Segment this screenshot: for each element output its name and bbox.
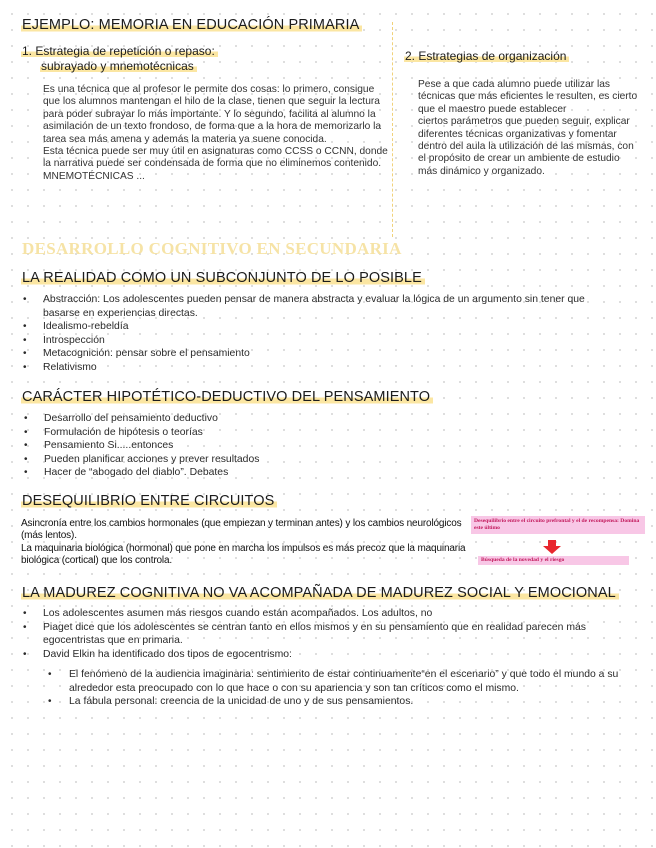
list-item: • Introspección	[22, 334, 620, 348]
list-item: • La fábula personal: creencia de la unicidad de uno y de sus pensamientos.	[47, 695, 625, 709]
hipotetico-title: CARÁCTER HIPOTÉTICO-DEDUCTIVO DEL PENSAMIENTO	[21, 389, 433, 405]
list-item: • Desarrollo del pensamiento deductivo	[23, 412, 583, 426]
list-item: • Abstracción: Los adolescentes pueden pensar de manera abstracta y evaluar la lógica de un argumento sin tener que basarse en experiencias directas.	[22, 293, 620, 320]
list-item: • Hacer de “abogado del diablo”. Debates	[23, 466, 583, 480]
list-item: • El fenómeno de la audiencia imaginaria: sentimiento de estar continuamente“en el escenario” y que todo el mundo a su alrededor esta preocupado con lo que hace o con su apariencia y son tan críticos como el mismo.	[47, 668, 625, 695]
list-item: • Pensamiento Si.....entonces	[23, 439, 583, 453]
hipotetico-list	[23, 412, 583, 480]
strategy-repetition-heading: 1. Estrategia de repetición o repaso: subrayado y mnemotécnicas	[21, 44, 381, 74]
strategy-organization-text: Pese a que cada alumno puede utilizar las técnicas que más eficientes le resulten, es cierto que el maestro puede establecer ciertos parámetros que pueden seguir, explicar diferentes técnicas organizativas y fomentar dentro del aula la utilización de las mismas, con el propósito de crear un ambiente de estudio más dinámico y organizado.	[418, 79, 638, 177]
primaria-title: EJEMPLO: MEMORIA EN EDUCACIÓN PRIMARIA	[21, 17, 362, 33]
list-item: • David Elkin ha identificado dos tipos de egocentrismo:	[22, 648, 622, 662]
list-item: • Los adolescentes asumen más riesgos cuando están acompañados. Los adultos, no	[22, 607, 622, 621]
strategy-organization-heading: 2. Estrategias de organización	[404, 49, 644, 64]
list-item: • Piaget dice que los adolescentes se centran tanto en ellos mismos y en su pensamiento que en realidad parecen más egocentristas que en primaria.	[22, 621, 622, 648]
egocentrismo-list	[47, 668, 625, 709]
list-item: • Idealismo-rebeldía	[22, 320, 620, 334]
arrow-head-icon	[543, 546, 561, 554]
list-item: • Pueden planificar acciones y prever resultados	[23, 453, 583, 467]
column-divider	[392, 22, 393, 237]
desequilibrio-title: DESEQUILIBRIO ENTRE CIRCUITOS	[21, 493, 277, 509]
mindmap-box-novedad: Búsqueda de la novedad y el riesgo	[478, 556, 629, 565]
realidad-title: LA REALIDAD COMO UN SUBCONJUNTO DE LO POSIBLE	[21, 270, 425, 286]
realidad-list	[22, 293, 620, 375]
main-title: DESARROLLO COGNITIVO EN SECUNDARIA	[22, 239, 402, 258]
madurez-title: LA MADUREZ COGNITIVA NO VA ACOMPAÑADA DE MADUREZ SOCIAL Y EMOCIONAL	[21, 585, 619, 601]
mindmap-box-prefrontal: Desequilibrio entre el circuito prefrontal y el de recompensa: Domina este último	[471, 516, 645, 534]
list-item: • Metacognición: pensar sobre el pensamiento	[22, 347, 620, 361]
madurez-list	[22, 607, 622, 661]
list-item: • Formulación de hipótesis o teorías	[23, 426, 583, 440]
strategy-repetition-text: Es una técnica que al profesor le permite dos cosas: lo primero, consigue que los alumnos mantengan el hilo de la clase, tienen que seguir la lectura para poder subrayar lo más importante. Y lo segundo, facilita al alumno la asimilación de un texto frondoso, de forma que a la hora de memorizarlo la tarea sea más amena y además la materia ya suene conocida. Esta técnica puede ser muy útil en asignaturas como CCSS o CCNN, donde la narrativa puede ser condensada de forma que no eliminemos contenido. MNEMOTÉCNICAS ...	[43, 84, 388, 182]
desequilibrio-text: Asincronía entre los cambios hormonales (que empiezan y terminan antes) y los cambios neurológicos (más lentos). La maquinaria biológica (hormonal) que pone en marcha los impulsos es más precoz que la maquinaria biológica (cortical) que los controla.	[21, 518, 466, 567]
list-item: • Relativismo	[22, 361, 620, 375]
